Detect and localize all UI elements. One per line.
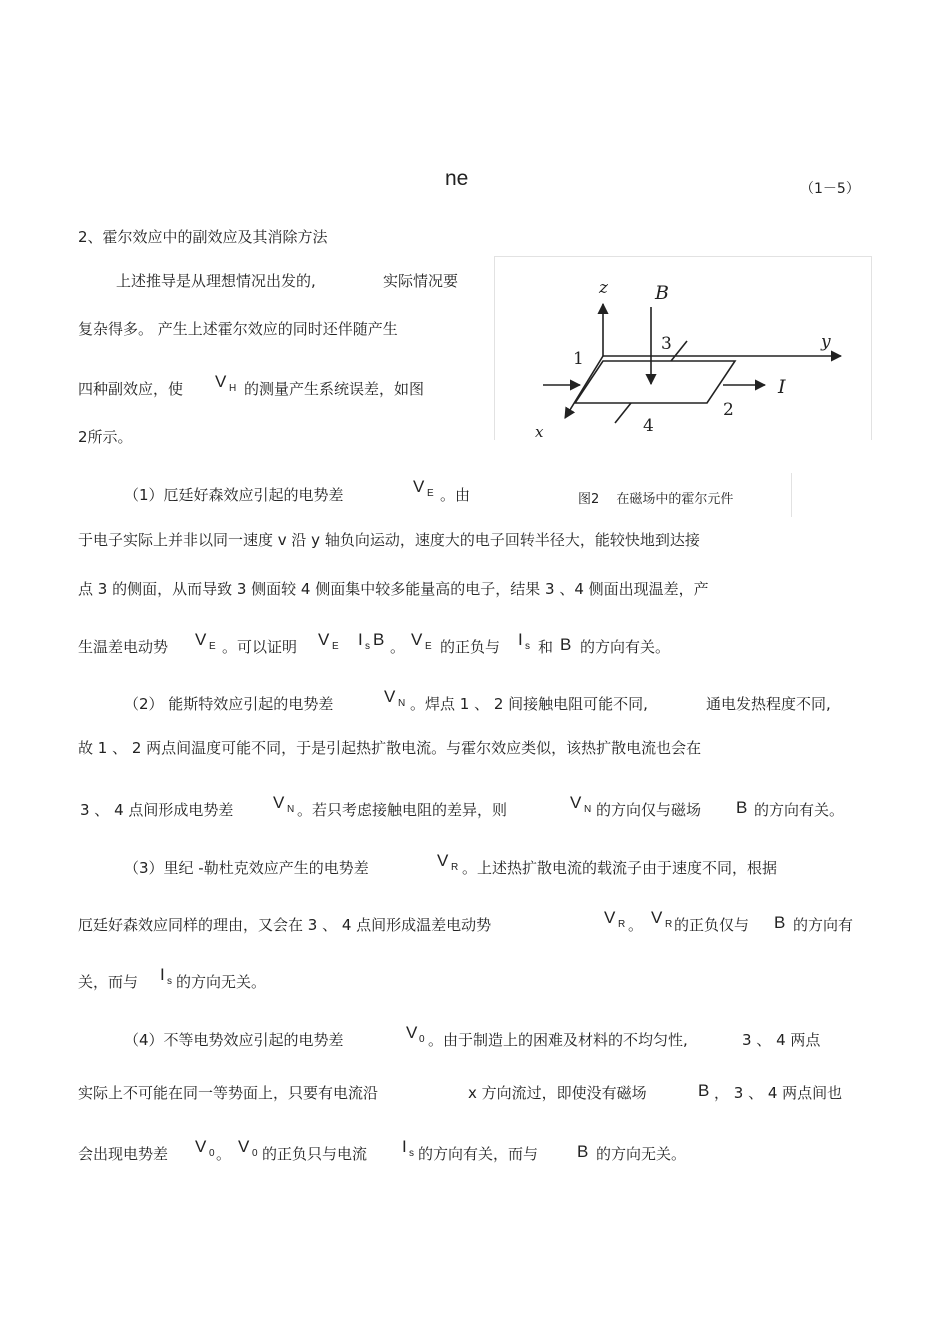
symbol-vh-subscript: H — [229, 383, 237, 394]
p1-line-1a: （1）厄廷好森效应引起的电势差 — [124, 486, 344, 504]
label-4: 4 — [643, 416, 654, 436]
p2-line-1b: 。焊点 1 、 2 间接触电阻可能不同, — [410, 695, 648, 713]
section-heading: 2、霍尔效应中的副效应及其消除方法 — [78, 228, 328, 246]
label-1: 1 — [573, 349, 584, 369]
symbol-v0-1: V — [406, 1023, 418, 1042]
equation-text: ne — [445, 167, 469, 190]
symbol-ve-1: V — [413, 477, 425, 496]
symbol-vn-1-subscript: N — [398, 698, 406, 709]
p1-line-3: 点 3 的侧面，从而导致 3 侧面较 4 侧面集中较多能量高的电子，结果 3 、4 侧面出现温差，产 — [78, 580, 709, 598]
hall-plate — [575, 361, 735, 403]
symbol-v0-1-subscript: 0 — [419, 1034, 425, 1045]
symbol-v0-3-subscript: 0 — [252, 1148, 258, 1159]
intro-line-3a: 四种副效应，使 — [78, 380, 184, 398]
symbol-is-3-subscript: s — [167, 976, 172, 987]
symbol-vr-3-subscript: R — [665, 919, 673, 930]
label-i: I — [778, 376, 786, 398]
symbol-vr-3: V — [651, 908, 663, 927]
intro-line-1b: 实际情况要 — [383, 272, 459, 290]
label-3: 3 — [661, 334, 672, 354]
symbol-vn-3: V — [570, 793, 582, 812]
p1-line-4c: 的正负与 — [440, 638, 501, 656]
symbol-b-4: B — [774, 913, 786, 932]
symbol-vr-2: V — [604, 908, 616, 927]
figure-caption: 图2 在磁场中的霍尔元件 — [578, 492, 734, 507]
symbol-ve-4: V — [411, 630, 423, 649]
symbol-is-4-subscript: s — [409, 1148, 414, 1159]
p4-line-2b: x 方向流过，即使没有磁场 — [468, 1084, 647, 1102]
symbol-is-2: I — [518, 630, 523, 649]
intro-line-2: 复杂得多。 产生上述霍尔效应的同时还伴随产生 — [78, 320, 398, 338]
p4-line-1b: 。由于制造上的困难及材料的不均匀性, — [428, 1031, 688, 1049]
p3-line-1b: 。上述热扩散电流的载流子由于速度不同，根据 — [462, 859, 778, 877]
lead-4 — [615, 403, 631, 423]
x-axis — [565, 356, 603, 418]
symbol-b-5: B — [698, 1081, 710, 1100]
symbol-is-4: I — [402, 1137, 407, 1156]
p1-line-4a: 生温差电动势 — [78, 638, 169, 656]
p2-line-3a: 3 、 4 点间形成电势差 — [80, 801, 234, 819]
p3-line-3a: 关，而与 — [78, 973, 139, 991]
p1-line-1b: 。由 — [440, 486, 471, 504]
p2-line-1a: （2） 能斯特效应引起的电势差 — [124, 695, 334, 713]
p4-line-2a: 实际上不可能在同一等势面上，只要有电流沿 — [78, 1084, 379, 1102]
p2-line-3b: 。若只考虑接触电阻的差异，则 — [297, 801, 508, 819]
p4-line-2c: ， 3 、 4 两点间也 — [714, 1084, 843, 1102]
symbol-vr-2-subscript: R — [618, 919, 626, 930]
p4-line-3a: 会出现电势差 — [78, 1145, 169, 1163]
p4-line-3d: 的方向有关，而与 — [418, 1145, 539, 1163]
lead-3 — [671, 341, 687, 361]
p3-line-2b: 。 — [628, 916, 644, 934]
symbol-ve-4-subscript: E — [425, 641, 432, 652]
p1-line-4d: 和 — [538, 638, 554, 656]
symbol-b-3: B — [736, 798, 748, 817]
label-x: x — [535, 423, 544, 440]
p2-line-3d: 的方向有关。 — [754, 801, 845, 819]
figure-caption-edge — [791, 473, 792, 517]
symbol-b-2: B — [560, 635, 572, 654]
symbol-v0-3: V — [238, 1137, 250, 1156]
p1-line-4b: 。可以证明 — [222, 638, 298, 656]
label-z: z — [599, 278, 608, 298]
p2-line-3c: 的方向仅与磁场 — [596, 801, 702, 819]
p1-line-2: 于电子实际上并非以同一速度 v 沿 y 轴负向运动，速度大的电子回转半径大，能较快地到达接 — [78, 531, 700, 549]
label-y: y — [821, 332, 831, 352]
symbol-ve-3-subscript: E — [332, 641, 339, 652]
symbol-v0-2: V — [195, 1137, 207, 1156]
p3-line-3b: 的方向无关。 — [176, 973, 267, 991]
symbol-ve-1-subscript: E — [427, 488, 434, 499]
symbol-is-1-subscript: s — [365, 641, 370, 652]
p3-line-1a: （3）里纪 -勒杜克效应产生的电势差 — [124, 859, 369, 877]
p4-line-1a: （4）不等电势效应引起的电势差 — [124, 1031, 344, 1049]
symbol-vh: V — [215, 372, 227, 391]
symbol-is-2-subscript: s — [525, 641, 530, 652]
intro-line-1a: 上述推导是从理想情况出发的, — [116, 272, 316, 290]
p2-line-1c: 通电发热程度不同, — [706, 695, 831, 713]
symbol-vn-1: V — [384, 687, 396, 706]
symbol-vn-3-subscript: N — [584, 804, 592, 815]
label-2: 2 — [723, 400, 734, 420]
symbol-is-3: I — [160, 965, 165, 984]
symbol-ve-3: V — [318, 630, 330, 649]
p1-line-4e: 的方向有关。 — [580, 638, 671, 656]
symbol-v0-2-subscript: 0 — [209, 1148, 215, 1159]
symbol-ve-2-subscript: E — [209, 641, 216, 652]
intro-line-4: 2所示。 — [78, 428, 133, 446]
hall-element-figure — [494, 256, 872, 440]
p4-line-1c: 3 、 4 两点 — [742, 1031, 821, 1049]
p1-period: 。 — [390, 638, 406, 656]
symbol-vn-2: V — [273, 793, 285, 812]
p4-line-3b: 。 — [216, 1145, 232, 1163]
label-b: B — [655, 282, 669, 304]
symbol-vr-1: V — [437, 851, 449, 870]
intro-line-3b: 的测量产生系统误差，如图 — [244, 380, 425, 398]
p4-line-3e: 的方向无关。 — [596, 1145, 687, 1163]
symbol-b-6: B — [577, 1142, 589, 1161]
p4-line-3c: 的正负只与电流 — [262, 1145, 368, 1163]
p3-line-2d: 的方向有 — [793, 916, 854, 934]
equation-number: （1－5） — [800, 181, 860, 197]
symbol-vr-1-subscript: R — [451, 862, 459, 873]
symbol-is-1: I — [358, 630, 363, 649]
symbol-vn-2-subscript: N — [287, 804, 295, 815]
p3-line-2a: 厄廷好森效应同样的理由，又会在 3 、 4 点间形成温差电动势 — [78, 916, 492, 934]
symbol-ve-2: V — [195, 630, 207, 649]
symbol-b-1: B — [373, 630, 385, 649]
p2-line-2: 故 1 、 2 两点间温度可能不同，于是引起热扩散电流。与霍尔效应类似，该热扩散电流也会在 — [78, 739, 702, 757]
p3-line-2c: 的正负仅与 — [674, 916, 750, 934]
hall-element-diagram — [495, 257, 871, 440]
